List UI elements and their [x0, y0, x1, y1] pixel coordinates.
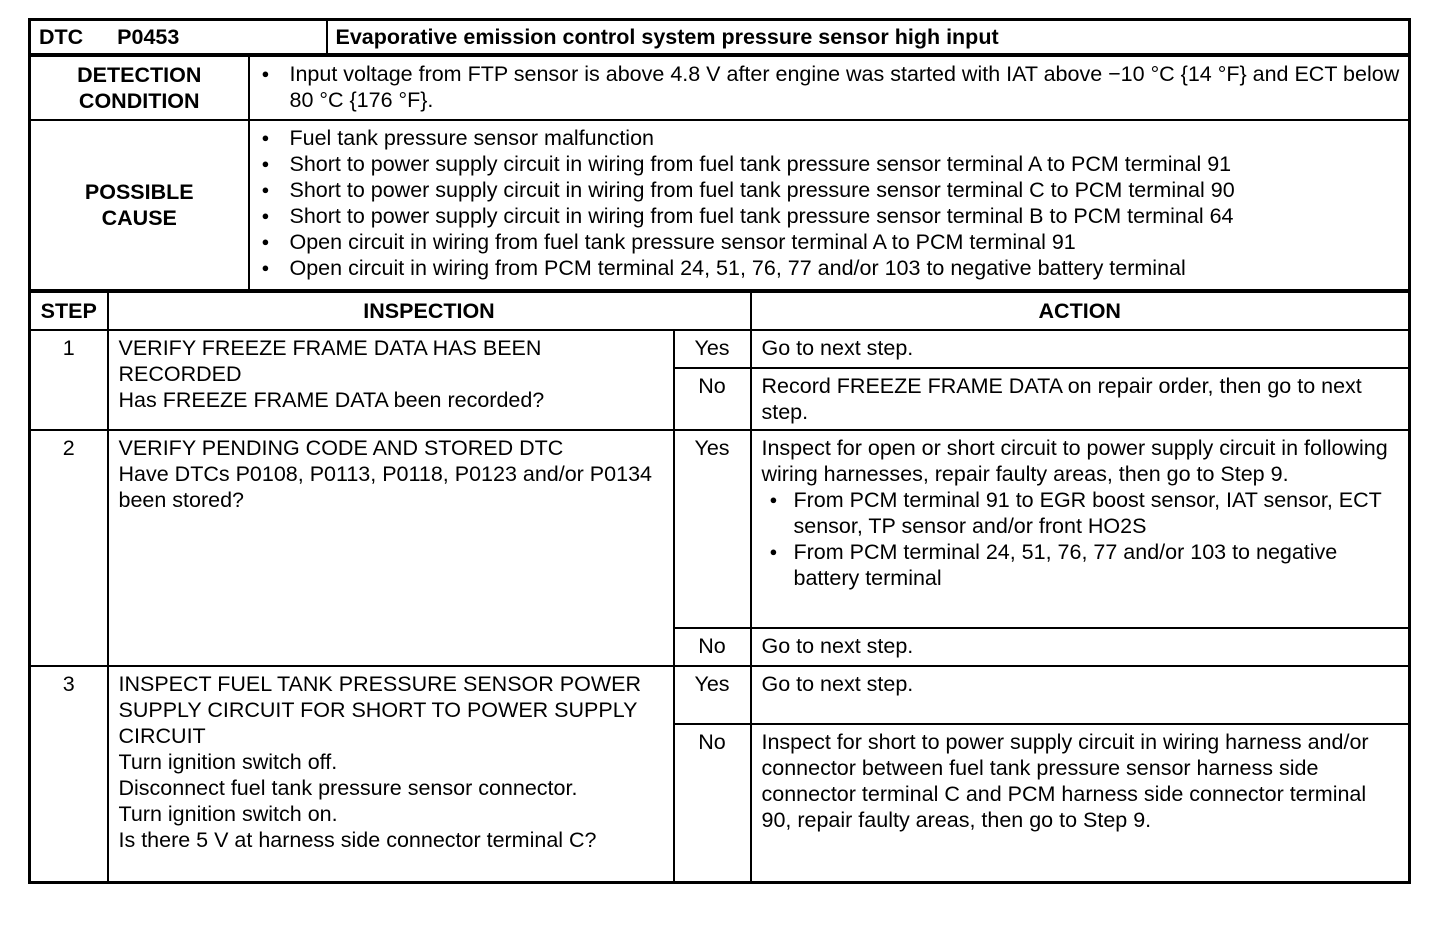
- dtc-code: P0453: [117, 25, 180, 49]
- steps-table: [28, 291, 1411, 884]
- cause-item: ● Short to power supply circuit in wiring from fuel tank pressure sensor terminal A to PCM terminal 91: [250, 151, 1403, 177]
- action-bullet: ● From PCM terminal 24, 51, 76, 77 and/or 103 to negative battery terminal: [762, 539, 1401, 591]
- no-action: Record FREEZE FRAME DATA on repair order, then go to next step.: [751, 368, 1410, 430]
- cause-item: ● Short to power supply circuit in wiring from fuel tank pressure sensor terminal B to PCM terminal 64: [250, 203, 1403, 229]
- inspection-column-header: INSPECTION: [108, 292, 751, 330]
- yes-action: Go to next step.: [751, 330, 1410, 368]
- yes-action: Go to next step.: [751, 666, 1410, 724]
- cause-content: [249, 120, 1410, 290]
- step-number: 2: [30, 430, 108, 666]
- cause-item: ● Open circuit in wiring from fuel tank pressure sensor terminal A to PCM terminal 91: [250, 229, 1403, 255]
- cause-item: ● Open circuit in wiring from PCM terminal 24, 51, 76, 77 and/or 103 to negative battery terminal: [250, 255, 1403, 281]
- cause-label: POSSIBLE CAUSE: [30, 120, 249, 290]
- no-label: No: [674, 368, 751, 430]
- action-column-header: ACTION: [751, 292, 1410, 330]
- dtc-title: Evaporative emission control system pressure sensor high input: [327, 20, 1410, 55]
- step-inspection: VERIFY FREEZE FRAME DATA HAS BEEN RECORDED Has FREEZE FRAME DATA been recorded?: [108, 330, 674, 430]
- steps-header-row: [30, 292, 1410, 330]
- table-row: [30, 430, 1410, 628]
- step-inspection: VERIFY PENDING CODE AND STORED DTC Have DTCs P0108, P0113, P0118, P0123 and/or P0134 been stored?: [108, 430, 674, 666]
- cause-item: ● Fuel tank pressure sensor malfunction: [250, 125, 1403, 151]
- step-number: 3: [30, 666, 108, 882]
- detection-row: [30, 56, 1410, 120]
- step-column-header: STEP: [30, 292, 108, 330]
- condition-table: [28, 55, 1411, 291]
- dtc-document: [28, 18, 1411, 884]
- dtc-code-cell: [30, 20, 327, 55]
- no-action: Go to next step.: [751, 628, 1410, 666]
- no-action: Inspect for short to power supply circuit in wiring harness and/or connector between fuel tank pressure sensor harness side connector terminal C and PCM harness side connector terminal 90, repair faulty areas, then go to Step 9.: [751, 724, 1410, 882]
- yes-action: Inspect for open or short circuit to power supply circuit in following wiring harnesses, repair faulty areas, then go to Step 9. ● From PCM terminal 91 to EGR boost sensor, IAT sensor, ECT sensor, TP sensor and/or front HO2S ● From PCM terminal 24, 51, 76, 77 and/or 103 to negative battery terminal: [751, 430, 1410, 628]
- action-bullet: ● From PCM terminal 91 to EGR boost sensor, IAT sensor, ECT sensor, TP sensor and/or front HO2S: [762, 487, 1401, 539]
- table-row: [30, 330, 1410, 368]
- table-row: [30, 666, 1410, 724]
- dtc-label: DTC: [39, 25, 84, 49]
- step-number: 1: [30, 330, 108, 430]
- no-label: No: [674, 724, 751, 882]
- yes-label: Yes: [674, 330, 751, 368]
- detection-label: DETECTION CONDITION: [30, 56, 249, 120]
- yes-label: Yes: [674, 666, 751, 724]
- detection-item: ● Input voltage from FTP sensor is above 4.8 V after engine was started with IAT above −10 °C {14 °F} and ECT below 80 °C {176 °F}.: [250, 61, 1403, 113]
- detection-content: [249, 56, 1410, 120]
- step-inspection: INSPECT FUEL TANK PRESSURE SENSOR POWER SUPPLY CIRCUIT FOR SHORT TO POWER SUPPLY CIRCUIT Turn ignition switch off. Disconnect fuel tank pressure sensor connector. Turn ignition switch on. Is there 5 V at harness side connector terminal C?: [108, 666, 674, 882]
- dtc-header-table: [28, 18, 1411, 55]
- cause-item: ● Short to power supply circuit in wiring from fuel tank pressure sensor terminal C to PCM terminal 90: [250, 177, 1403, 203]
- yes-label: Yes: [674, 430, 751, 628]
- cause-row: [30, 120, 1410, 290]
- no-label: No: [674, 628, 751, 666]
